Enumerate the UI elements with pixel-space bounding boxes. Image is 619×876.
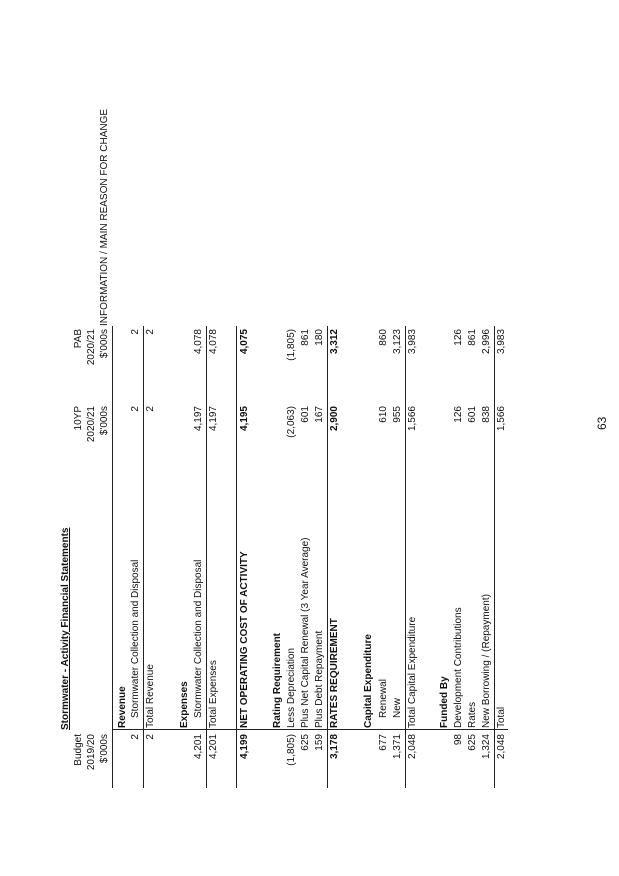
cell-pab: 3,312 [329, 329, 340, 355]
cell-budget: 1,371 [392, 734, 403, 760]
table-row [313, 0, 326, 876]
cell-budget: 625 [300, 734, 311, 751]
header-row-3 [98, 0, 111, 876]
cell-label: NET OPERATING COST OF ACTIVITY [239, 551, 250, 728]
header-10yp-year: 2020/21 [86, 406, 97, 443]
cell-10yp: 610 [378, 406, 389, 423]
cell-pab: 2,996 [481, 329, 492, 355]
cell-10yp: 1,566 [496, 406, 507, 432]
cell-label: Stormwater Collection and Disposal [193, 559, 204, 718]
table-row [406, 0, 419, 876]
cell-budget: 1,324 [481, 734, 492, 760]
header-budget-label: Budget [73, 734, 84, 766]
cell-10yp: (2,063) [286, 406, 297, 438]
funded-heading: Funded By [439, 676, 450, 728]
cell-pab: 3,123 [392, 329, 403, 355]
cell-label: Less Depreciation [286, 647, 297, 728]
cell-label: RATES REQUIREMENT [329, 618, 340, 728]
cell-10yp: 2 [145, 406, 156, 412]
cell-10yp: 601 [300, 406, 311, 423]
header-10yp-label: 10YP [73, 406, 84, 431]
table-row [480, 0, 493, 876]
statement-title-line [59, 0, 72, 876]
cell-pab: 860 [378, 329, 389, 346]
net-operating-row [238, 0, 251, 876]
cell-budget: 4,199 [239, 734, 250, 760]
table-row [285, 0, 298, 876]
rates-requirement-row [328, 0, 341, 876]
header-10yp-unit: $'000s [99, 406, 110, 436]
row-rule [236, 326, 237, 788]
cell-10yp: 955 [392, 406, 403, 423]
statement-title: Stormwater - Activity Financial Statements [60, 527, 71, 730]
cell-10yp: 2,900 [329, 406, 340, 432]
cell-label: Renewal [378, 679, 389, 718]
cell-pab: 4,078 [193, 329, 204, 355]
column-divider [113, 729, 508, 730]
cell-label: New [392, 697, 403, 718]
rating-heading-line [271, 0, 284, 876]
cell-budget: 2,048 [496, 734, 507, 760]
cell-10yp: 838 [481, 406, 492, 423]
cell-budget: 4,201 [193, 734, 204, 760]
cell-label: Total Capital Expenditure [407, 616, 418, 728]
cell-pab: 4,075 [239, 329, 250, 355]
revenue-heading-line [116, 0, 129, 876]
cell-label: Total [496, 706, 507, 728]
cell-budget: 2 [130, 734, 141, 740]
header-pab-unit: $'000s [99, 329, 110, 359]
cell-10yp: 2 [130, 406, 141, 412]
cell-budget: 2,048 [407, 734, 418, 760]
cell-pab: 126 [453, 329, 464, 346]
cell-budget: 625 [467, 734, 478, 751]
cell-label: Stormwater Collection and Disposal [130, 559, 141, 718]
expenses-heading-line [178, 0, 191, 876]
cell-10yp: 4,195 [239, 406, 250, 432]
cell-pab: 180 [314, 329, 325, 346]
rating-heading: Rating Requirement [272, 632, 283, 728]
page-number: 63 [595, 416, 609, 430]
cell-label: Total Expenses [208, 660, 219, 728]
table-row [495, 0, 508, 876]
header-budget-unit: $'000s [99, 734, 110, 764]
cell-budget: 159 [314, 734, 325, 751]
cell-label: Plus Net Capital Renewal (3 Year Average) [300, 537, 311, 728]
cell-pab: 861 [467, 329, 478, 346]
cell-10yp: 167 [314, 406, 325, 423]
table-row [129, 0, 142, 876]
cell-budget: 2 [145, 734, 156, 740]
header-rule [112, 326, 113, 788]
table-row [299, 0, 312, 876]
table-row [207, 0, 220, 876]
header-row-2 [85, 0, 98, 876]
cell-10yp: 4,197 [193, 406, 204, 432]
revenue-heading: Revenue [117, 686, 128, 728]
header-pab-year: 2020/21 [86, 329, 97, 366]
capex-heading-line [362, 0, 375, 876]
cell-pab: 2 [145, 329, 156, 335]
cell-pab: 3,983 [407, 329, 418, 355]
table-row [391, 0, 404, 876]
cell-label: Plus Debt Repayment [314, 630, 325, 728]
cell-budget: (1,805) [286, 734, 297, 766]
cell-budget: 98 [453, 734, 464, 746]
cell-pab: 861 [300, 329, 311, 346]
header-row-1 [72, 0, 85, 876]
expenses-heading: Expenses [179, 681, 190, 728]
cell-label: Rates [467, 701, 478, 728]
cell-pab: 4,078 [208, 329, 219, 355]
header-budget-year: 2019/20 [86, 734, 97, 771]
header-info: INFORMATION / MAIN REASON FOR CHANGE [99, 108, 110, 326]
cell-pab: 3,983 [496, 329, 507, 355]
table-row [377, 0, 390, 876]
table-row [192, 0, 205, 876]
cell-budget: 3,178 [329, 734, 340, 760]
cell-label: Total Revenue [145, 664, 156, 728]
cell-pab: (1,805) [286, 329, 297, 361]
cell-10yp: 4,197 [208, 406, 219, 432]
cell-budget: 4,201 [208, 734, 219, 760]
table-row [452, 0, 465, 876]
cell-10yp: 1,566 [407, 406, 418, 432]
cell-10yp: 601 [467, 406, 478, 423]
cell-pab: 2 [130, 329, 141, 335]
cell-10yp: 126 [453, 406, 464, 423]
table-row [466, 0, 479, 876]
cell-budget: 677 [378, 734, 389, 751]
funded-heading-line [438, 0, 451, 876]
capex-heading: Capital Expenditure [363, 634, 374, 728]
table-row [144, 0, 157, 876]
cell-label: New Borrowing / (Repayment) [481, 594, 492, 728]
header-pab-label: PAB [73, 329, 84, 349]
cell-label: Development Contributions [453, 607, 464, 728]
